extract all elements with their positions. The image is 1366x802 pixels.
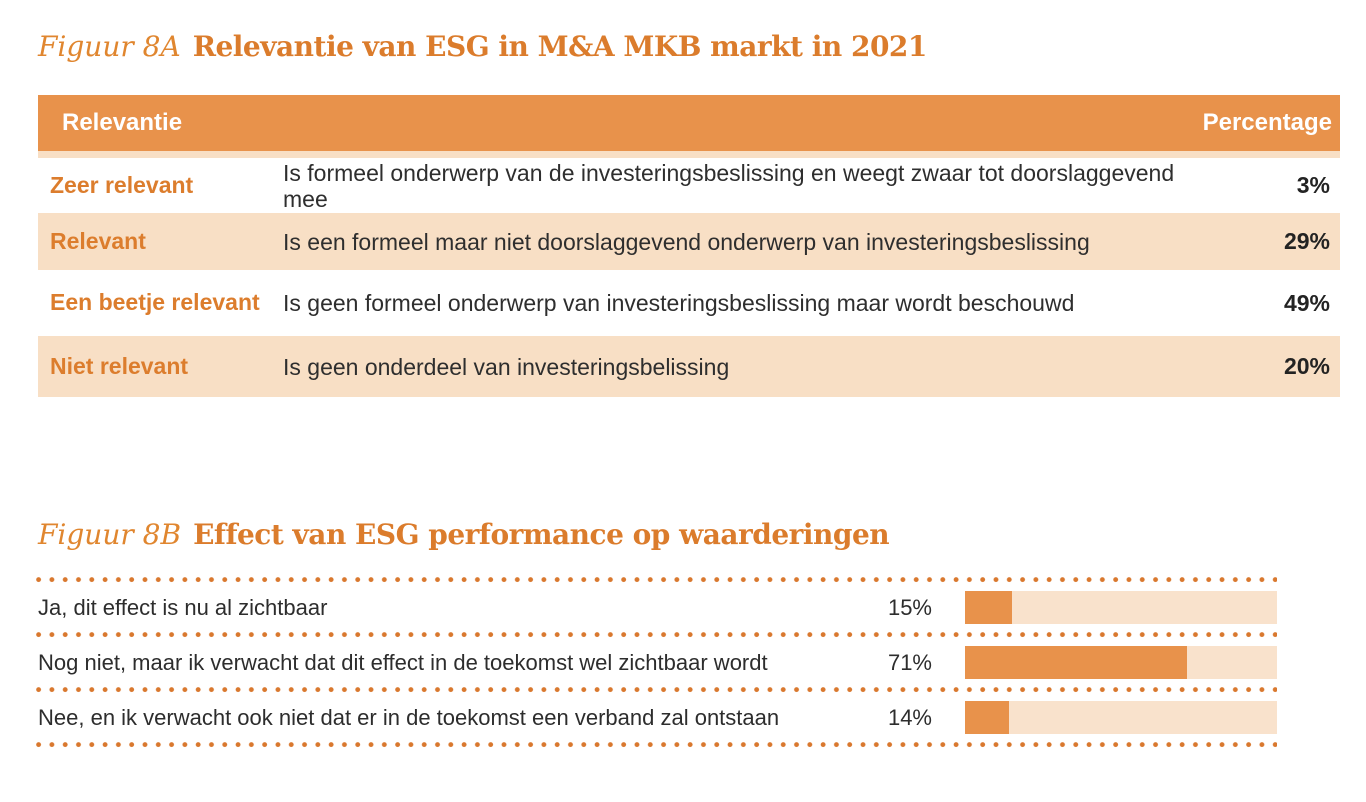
- row-description: Is een formeel maar niet doorslaggevend onderwerp van investeringsbeslissing: [283, 228, 1090, 255]
- column-header-relevantie: Relevantie: [62, 109, 183, 136]
- table-row: [38, 158, 1340, 213]
- esg-effect-bar-chart: [36, 577, 1277, 748]
- figure-8a-heading: Relevantie van ESG in M&A MKB markt in 2021: [192, 30, 927, 63]
- figure-8a-title: [38, 30, 927, 63]
- row-label: Niet relevant: [50, 352, 189, 379]
- dotted-separator: [36, 742, 1277, 748]
- row-label: Zeer relevant: [50, 171, 194, 198]
- bar-track: [965, 591, 1277, 624]
- bar-fill: [965, 646, 1187, 679]
- bar-track: [965, 701, 1277, 734]
- bar-fill: [965, 591, 1012, 624]
- bar-category-label: Ja, dit effect is nu al zichtbaar: [38, 594, 328, 620]
- column-header-percentage: Percentage: [1202, 109, 1332, 136]
- figure-8a-label: Figuur 8A: [38, 30, 181, 63]
- figure-8b-heading: Effect van ESG performance op waarderingen: [193, 518, 890, 551]
- relevance-table-header: [38, 95, 1340, 158]
- bar-row: [36, 583, 1277, 632]
- bar-category-label: Nee, en ik verwacht ook niet dat er in de toekomst een verband zal ontstaan: [38, 704, 780, 730]
- figure-8b-label: Figuur 8B: [38, 518, 182, 551]
- table-row: [38, 270, 1340, 336]
- row-percentage: 29%: [1283, 228, 1330, 254]
- row-percentage: 3%: [1296, 172, 1330, 198]
- bar-value-label: 14%: [887, 704, 932, 730]
- table-row: [38, 336, 1340, 397]
- bar-value-label: 15%: [887, 594, 932, 620]
- row-description: Is geen onderdeel van investeringsbelissing: [283, 353, 730, 380]
- bar-value-label: 71%: [887, 649, 932, 675]
- bar-category-label: Nog niet, maar ik verwacht dat dit effect in de toekomst wel zichtbaar wordt: [38, 649, 768, 675]
- row-label: Een beetje relevant: [50, 289, 260, 316]
- row-label: Relevant: [50, 227, 146, 254]
- row-description: Is geen formeel onderwerp van investeringsbeslissing maar wordt beschouwd: [283, 290, 1075, 316]
- bar-row: [36, 638, 1277, 687]
- row-description: Is formeel onderwerp van de investeringsbeslissing en weegt zwaar tot doorslaggevend mee: [283, 159, 1175, 212]
- relevance-table: [38, 95, 1340, 397]
- table-row: [38, 213, 1340, 270]
- row-percentage: 20%: [1283, 353, 1330, 379]
- bar-track: [965, 646, 1277, 679]
- figure-8b-title: [38, 518, 889, 551]
- row-percentage: 49%: [1283, 289, 1330, 316]
- bar-row: [36, 693, 1277, 742]
- bar-fill: [965, 701, 1009, 734]
